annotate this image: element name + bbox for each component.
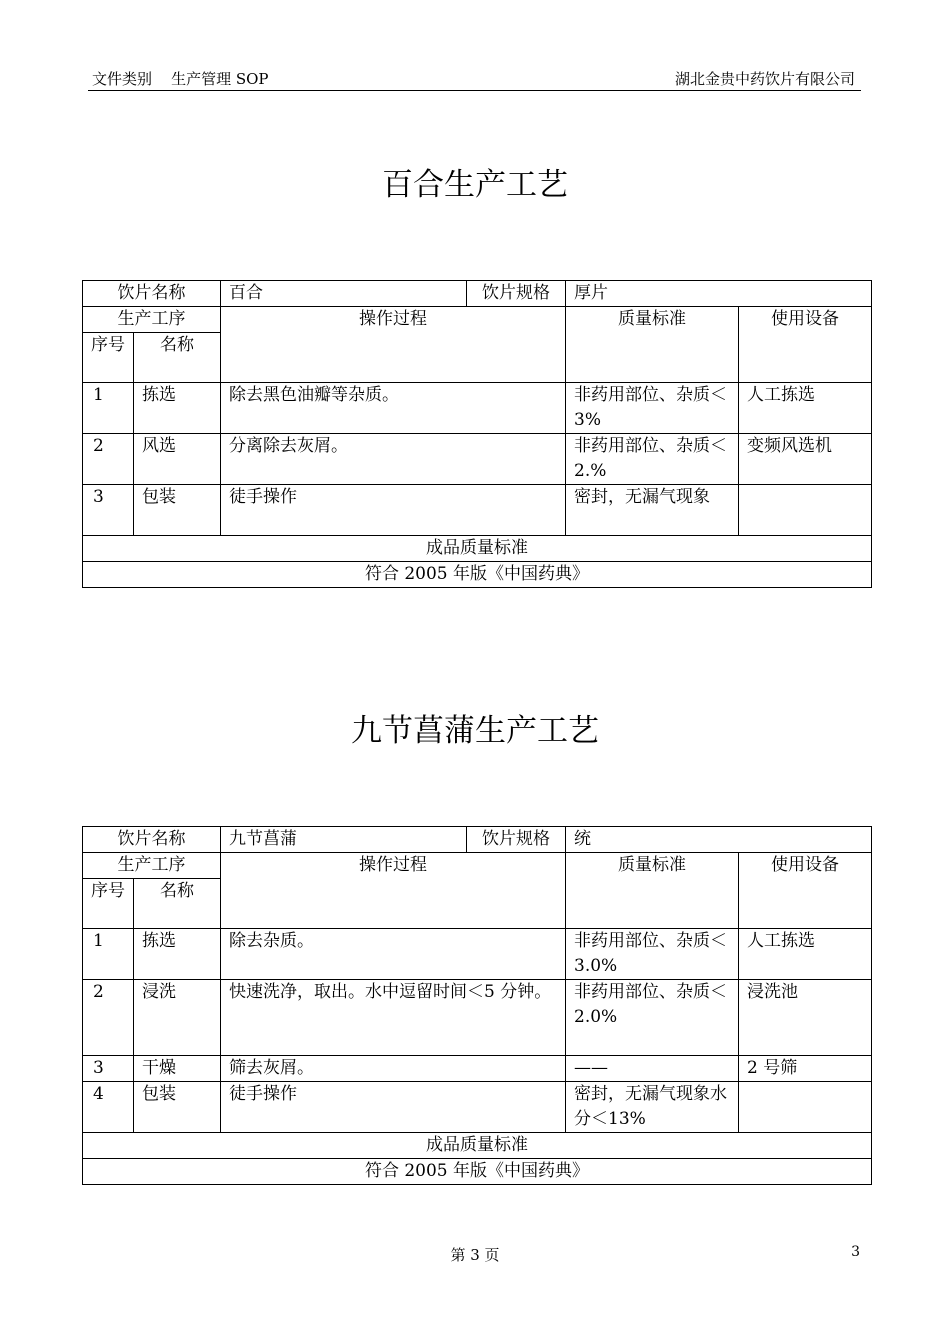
step-operation: 分离除去灰屑。 xyxy=(221,434,566,485)
step-name: 拣选 xyxy=(134,383,221,434)
final-quality-text: 符合 2005 年版《中国药典》 xyxy=(83,1159,872,1185)
label-product-spec: 饮片规格 xyxy=(467,827,566,853)
final-quality-text: 符合 2005 年版《中国药典》 xyxy=(83,562,872,588)
step-operation: 徒手操作 xyxy=(221,1082,566,1133)
label-seq: 序号 xyxy=(83,333,134,383)
product-info-row xyxy=(83,827,872,853)
table-row xyxy=(83,434,872,485)
table-row xyxy=(83,1056,872,1082)
label-equipment: 使用设备 xyxy=(739,853,872,929)
step-quality: 非药用部位、杂质＜2.% xyxy=(566,434,739,485)
value-product-name: 百合 xyxy=(221,281,467,307)
step-equipment: 人工拣选 xyxy=(739,929,872,980)
value-product-name: 九节菖蒲 xyxy=(221,827,467,853)
step-operation: 除去杂质。 xyxy=(221,929,566,980)
step-operation: 徒手操作 xyxy=(221,485,566,536)
step-seq: 3 xyxy=(83,485,134,536)
step-seq: 3 xyxy=(83,1056,134,1082)
product-info-row xyxy=(83,281,872,307)
step-operation: 快速洗净，取出。水中逗留时间＜5 分钟。 xyxy=(221,980,566,1056)
step-name: 包装 xyxy=(134,485,221,536)
label-product-name: 饮片名称 xyxy=(83,281,221,307)
column-header-row xyxy=(83,307,872,333)
step-operation: 除去黑色油瓣等杂质。 xyxy=(221,383,566,434)
label-step-name: 名称 xyxy=(134,333,221,383)
page-number: 3 xyxy=(851,1244,860,1260)
value-product-spec: 厚片 xyxy=(566,281,872,307)
company-name: 湖北金贵中药饮片有限公司 xyxy=(674,70,855,88)
step-seq: 4 xyxy=(83,1082,134,1133)
page-label: 第 3 页 xyxy=(450,1246,500,1264)
label-equipment: 使用设备 xyxy=(739,307,872,383)
table-row xyxy=(83,929,872,980)
document-category: 文件类别 生产管理 SOP xyxy=(92,70,269,88)
final-quality-row xyxy=(83,562,872,588)
step-name: 拣选 xyxy=(134,929,221,980)
label-final-quality: 成品质量标准 xyxy=(83,1133,872,1159)
step-quality: —— xyxy=(566,1056,739,1082)
process-table-baihe xyxy=(82,280,872,588)
step-quality: 非药用部位、杂质＜3% xyxy=(566,383,739,434)
label-process: 生产工序 xyxy=(83,853,221,879)
label-product-spec: 饮片规格 xyxy=(467,281,566,307)
step-name: 干燥 xyxy=(134,1056,221,1082)
label-product-name: 饮片名称 xyxy=(83,827,221,853)
final-quality-row xyxy=(83,1159,872,1185)
step-quality: 非药用部位、杂质＜3.0% xyxy=(566,929,739,980)
column-header-row xyxy=(83,853,872,879)
step-name: 包装 xyxy=(134,1082,221,1133)
section-title-jiujie-changpu: 九节菖蒲生产工艺 xyxy=(351,713,599,749)
label-step-name: 名称 xyxy=(134,879,221,929)
step-seq: 2 xyxy=(83,980,134,1056)
step-quality: 非药用部位、杂质＜2.0% xyxy=(566,980,739,1056)
section-title-baihe: 百合生产工艺 xyxy=(382,167,568,203)
step-equipment xyxy=(739,1082,872,1133)
step-equipment xyxy=(739,485,872,536)
step-seq: 1 xyxy=(83,929,134,980)
label-seq: 序号 xyxy=(83,879,134,929)
step-equipment: 浸洗池 xyxy=(739,980,872,1056)
label-final-quality: 成品质量标准 xyxy=(83,536,872,562)
label-quality: 质量标准 xyxy=(566,853,739,929)
label-quality: 质量标准 xyxy=(566,307,739,383)
process-table-jiujie-changpu xyxy=(82,826,872,1185)
step-seq: 1 xyxy=(83,383,134,434)
step-operation: 筛去灰屑。 xyxy=(221,1056,566,1082)
step-equipment: 2 号筛 xyxy=(739,1056,872,1082)
value-product-spec: 统 xyxy=(566,827,872,853)
step-name: 风选 xyxy=(134,434,221,485)
step-quality: 密封，无漏气现象水分＜13% xyxy=(566,1082,739,1133)
final-quality-label-row xyxy=(83,536,872,562)
table-row xyxy=(83,485,872,536)
step-name: 浸洗 xyxy=(134,980,221,1056)
step-equipment: 人工拣选 xyxy=(739,383,872,434)
step-equipment: 变频风选机 xyxy=(739,434,872,485)
step-quality: 密封，无漏气现象 xyxy=(566,485,739,536)
label-operation: 操作过程 xyxy=(221,307,566,383)
table-row xyxy=(83,980,872,1056)
table-row xyxy=(83,383,872,434)
table-row xyxy=(83,1082,872,1133)
label-process: 生产工序 xyxy=(83,307,221,333)
page-header xyxy=(88,68,861,91)
label-operation: 操作过程 xyxy=(221,853,566,929)
step-seq: 2 xyxy=(83,434,134,485)
final-quality-label-row xyxy=(83,1133,872,1159)
